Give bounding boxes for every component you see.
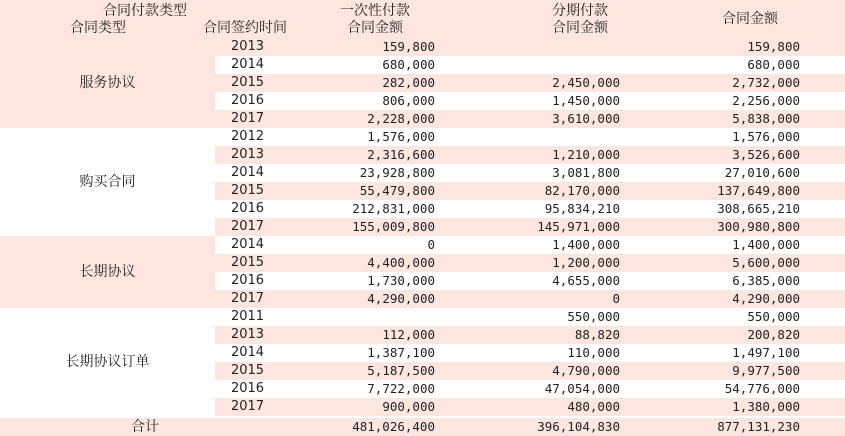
onetime-amount-cell[interactable]: 55,479,800 bbox=[359, 183, 435, 198]
installment-amount-cell[interactable] bbox=[455, 38, 620, 56]
year-cell[interactable]: 2016 bbox=[230, 381, 265, 396]
total-amount-cell[interactable]: 1,497,100 bbox=[732, 345, 800, 360]
year-cell[interactable]: 2015 bbox=[230, 363, 265, 378]
year-cell[interactable]: 2013 bbox=[230, 147, 265, 162]
total-amount-cell[interactable]: 5,600,000 bbox=[732, 255, 800, 270]
onetime-amount-cell[interactable]: 900,000 bbox=[382, 399, 435, 414]
total-amount-cell[interactable]: 54,776,000 bbox=[724, 381, 800, 396]
year-cell[interactable]: 2015 bbox=[230, 183, 265, 198]
onetime-amount-cell[interactable]: 159,800 bbox=[382, 39, 435, 54]
installment-amount-cell[interactable]: 3,081,800 bbox=[552, 165, 620, 180]
year-cell[interactable]: 2016 bbox=[230, 273, 265, 288]
onetime-subheader[interactable]: 合同金额 bbox=[347, 20, 403, 36]
group-label[interactable]: 服务协议 bbox=[79, 75, 136, 91]
installment-amount-cell[interactable]: 480,000 bbox=[567, 399, 620, 414]
year-cell[interactable]: 2016 bbox=[230, 93, 265, 108]
total-amount-cell[interactable]: 308,665,210 bbox=[717, 201, 800, 216]
total-header[interactable]: 合同金额 bbox=[722, 11, 778, 27]
year-cell[interactable]: 2014 bbox=[230, 57, 265, 72]
installment-amount-cell[interactable]: 2,450,000 bbox=[552, 75, 620, 90]
installment-amount-cell[interactable]: 0 bbox=[612, 291, 620, 306]
onetime-amount-cell[interactable]: 112,000 bbox=[382, 327, 435, 342]
sign-time-header[interactable]: 合同签约时间 bbox=[203, 20, 287, 36]
total-amount-cell[interactable]: 680,000 bbox=[747, 57, 800, 72]
year-cell[interactable]: 2017 bbox=[230, 291, 265, 306]
year-cell[interactable]: 2017 bbox=[230, 219, 265, 234]
year-cell[interactable]: 2014 bbox=[230, 237, 265, 252]
total-amount-cell[interactable]: 4,290,000 bbox=[732, 291, 800, 306]
year-cell[interactable]: 2014 bbox=[230, 345, 265, 360]
year-cell[interactable]: 2011 bbox=[230, 309, 265, 324]
year-cell[interactable]: 2012 bbox=[230, 129, 265, 144]
installment-amount-cell[interactable]: 47,054,000 bbox=[544, 381, 620, 396]
total-amount-cell[interactable]: 3,526,600 bbox=[732, 147, 800, 162]
onetime-amount-cell[interactable]: 1,730,000 bbox=[367, 273, 435, 288]
onetime-amount-cell[interactable]: 4,400,000 bbox=[367, 255, 435, 270]
year-cell[interactable]: 2015 bbox=[230, 75, 265, 90]
year-cell[interactable]: 2015 bbox=[230, 255, 265, 270]
year-cell[interactable]: 2017 bbox=[230, 399, 265, 414]
installment-amount-cell[interactable]: 4,655,000 bbox=[552, 273, 620, 288]
onetime-amount-cell[interactable]: 212,831,000 bbox=[352, 201, 435, 216]
total-amount-cell[interactable]: 9,977,500 bbox=[732, 363, 800, 378]
total-amount-cell[interactable]: 1,400,000 bbox=[732, 237, 800, 252]
year-cell[interactable]: 2016 bbox=[230, 201, 265, 216]
installment-amount-cell[interactable]: 4,790,000 bbox=[552, 363, 620, 378]
contract-type-header[interactable]: 合同类型 bbox=[70, 20, 126, 36]
total-amount-cell[interactable]: 159,800 bbox=[747, 39, 800, 54]
onetime-amount-cell[interactable]: 282,000 bbox=[382, 75, 435, 90]
total-amount-cell[interactable]: 137,649,800 bbox=[717, 183, 800, 198]
onetime-amount-cell[interactable]: 2,316,600 bbox=[367, 147, 435, 162]
onetime-amount-cell[interactable]: 1,387,100 bbox=[367, 345, 435, 360]
onetime-amount-cell[interactable] bbox=[300, 308, 435, 326]
group-label[interactable]: 购买合同 bbox=[79, 174, 136, 190]
onetime-amount-cell[interactable]: 0 bbox=[427, 237, 435, 252]
total-amount-cell[interactable]: 2,256,000 bbox=[732, 93, 800, 108]
total-amount-cell[interactable]: 1,380,000 bbox=[732, 399, 800, 414]
footer-grand-total[interactable]: 877,131,230 bbox=[717, 419, 800, 434]
total-amount-cell[interactable]: 1,576,000 bbox=[732, 129, 800, 144]
onetime-amount-cell[interactable]: 2,228,000 bbox=[367, 111, 435, 126]
installment-amount-cell[interactable]: 1,450,000 bbox=[552, 93, 620, 108]
pay-type-header[interactable]: 合同付款类型 bbox=[103, 3, 187, 19]
onetime-amount-cell[interactable]: 1,576,000 bbox=[367, 129, 435, 144]
footer-label: 合计 bbox=[131, 419, 159, 435]
installment-amount-cell[interactable]: 3,610,000 bbox=[552, 111, 620, 126]
footer-onetime-total[interactable]: 481,026,400 bbox=[352, 419, 435, 434]
onetime-header[interactable]: 一次性付款 bbox=[340, 3, 410, 19]
installment-amount-cell[interactable]: 145,971,000 bbox=[537, 219, 620, 234]
onetime-amount-cell[interactable]: 23,928,800 bbox=[359, 165, 435, 180]
installment-subheader[interactable]: 合同金额 bbox=[552, 20, 608, 36]
installment-amount-cell[interactable]: 1,210,000 bbox=[552, 147, 620, 162]
installment-amount-cell[interactable]: 82,170,000 bbox=[544, 183, 620, 198]
onetime-amount-cell[interactable]: 680,000 bbox=[382, 57, 435, 72]
installment-amount-cell[interactable]: 1,200,000 bbox=[552, 255, 620, 270]
installment-amount-cell[interactable]: 88,820 bbox=[574, 327, 620, 342]
onetime-amount-cell[interactable]: 5,187,500 bbox=[367, 363, 435, 378]
group-label[interactable]: 长期协议 bbox=[79, 264, 136, 280]
installment-amount-cell[interactable]: 95,834,210 bbox=[544, 201, 620, 216]
total-amount-cell[interactable]: 300,980,800 bbox=[717, 219, 800, 234]
total-amount-cell[interactable]: 550,000 bbox=[747, 309, 800, 324]
year-cell[interactable]: 2013 bbox=[230, 39, 265, 54]
onetime-amount-cell[interactable]: 806,000 bbox=[382, 93, 435, 108]
installment-header[interactable]: 分期付款 bbox=[552, 3, 608, 19]
installment-amount-cell[interactable] bbox=[455, 128, 620, 146]
installment-amount-cell[interactable] bbox=[455, 56, 620, 74]
group-label[interactable]: 长期协议订单 bbox=[65, 354, 150, 370]
installment-amount-cell[interactable]: 1,400,000 bbox=[552, 237, 620, 252]
total-amount-cell[interactable]: 2,732,000 bbox=[732, 75, 800, 90]
total-amount-cell[interactable]: 200,820 bbox=[747, 327, 800, 342]
onetime-amount-cell[interactable]: 155,009,800 bbox=[352, 219, 435, 234]
installment-amount-cell[interactable]: 550,000 bbox=[567, 309, 620, 324]
year-cell[interactable]: 2013 bbox=[230, 327, 265, 342]
installment-amount-cell[interactable]: 110,000 bbox=[567, 345, 620, 360]
onetime-amount-cell[interactable]: 4,290,000 bbox=[367, 291, 435, 306]
total-amount-cell[interactable]: 5,838,000 bbox=[732, 111, 800, 126]
year-cell[interactable]: 2014 bbox=[230, 165, 265, 180]
onetime-amount-cell[interactable]: 7,722,000 bbox=[367, 381, 435, 396]
footer-installment-total[interactable]: 396,104,830 bbox=[537, 419, 620, 434]
total-amount-cell[interactable]: 6,385,000 bbox=[732, 273, 800, 288]
year-cell[interactable]: 2017 bbox=[230, 111, 265, 126]
total-amount-cell[interactable]: 27,010,600 bbox=[724, 165, 800, 180]
